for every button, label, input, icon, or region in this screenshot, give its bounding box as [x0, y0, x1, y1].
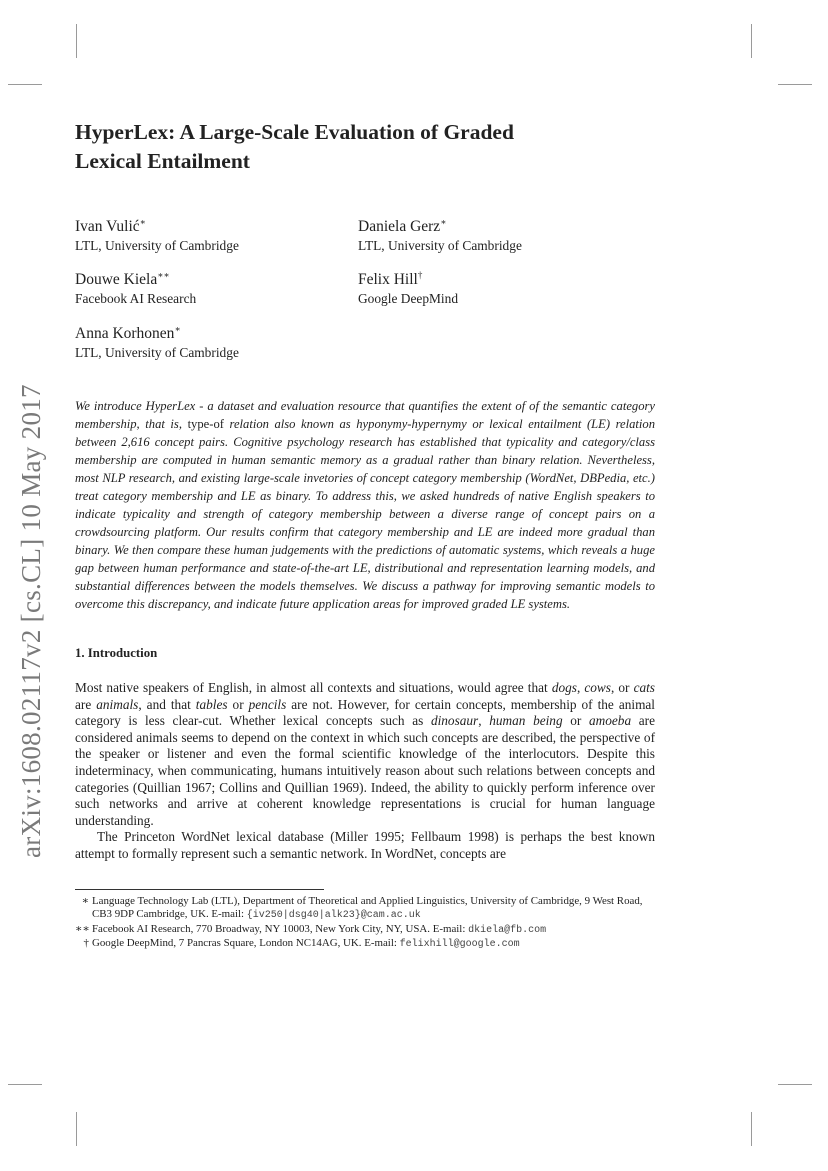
arxiv-identifier: arXiv:1608.02117v2 [cs.CL] 10 May 2017 [16, 384, 46, 858]
author-block [75, 212, 335, 255]
footnote: ∗∗ Facebook AI Research, 770 Broadway, NY 10003, New York City, NY, USA. E-mail: dkiela@fb.com [75, 922, 547, 936]
author-affiliation: Google DeepMind [358, 291, 459, 306]
email-address: felixhill@google.com [399, 939, 520, 951]
author-name: Ivan Vulić∗ [75, 217, 146, 235]
crop-mark [76, 24, 77, 58]
footnote-mark: † [83, 937, 89, 950]
footnote-rule [75, 889, 324, 890]
crop-mark [8, 1084, 42, 1085]
crop-mark [778, 84, 812, 85]
author-name: Douwe Kiela∗∗ [75, 270, 170, 288]
abstract: We introduce HyperLex - a dataset and evaluation resource that quantifies the extent of of the semantic category membership, that is, type-of relation also known as hyponymy-hypernymy or lexical entailment (LE) relation between 2,616 concept pairs. Cognitive psychology research has established that typicality and category/class membership are computed in human semantic memory as a gradual rather than binary relation. Nevertheless, most NLP research, and existing large-scale invetories of concept category membership (WordNet, DBPedia, etc.) treat category membership and LE as binary. To address this, we asked hundreds of native English speakers to indicate typicality and strength of category membership between a diverse range of concept pairs on a crowdsourcing platform. Our results confirm that category membership and LE are indeed more gradual than binary. We then compare these human judgements with the predictions of automatic systems, which reveals a huge gap between human performance and state-of-the-art LE, distributional and representation learning models, and substantial differences between the models themselves. We discuss a pathway for improving semantic models to overcome this discrepancy, and indicate future application areas for improved graded LE systems. [75, 399, 656, 611]
crop-mark [751, 1112, 752, 1146]
author-block [358, 265, 618, 308]
body-text [75, 680, 655, 863]
author-affiliation: LTL, University of Cambridge [75, 238, 239, 253]
author-mark: ∗ [139, 217, 146, 227]
author-affiliation: Facebook AI Research [75, 291, 197, 306]
footnotes [75, 895, 655, 952]
author-mark: ∗∗ [157, 270, 170, 280]
author-block [75, 265, 335, 308]
crop-mark [76, 1112, 77, 1146]
footnote: † Google DeepMind, 7 Pancras Square, London NC14AG, UK. E-mail: felixhill@google.com [75, 937, 655, 951]
author-affiliation: LTL, University of Cambridge [75, 345, 239, 360]
author-block [358, 212, 618, 255]
author-block [75, 319, 335, 362]
author-affiliation: LTL, University of Cambridge [358, 238, 522, 253]
email-address: dkiela@fb.com [468, 924, 547, 936]
author-mark: ∗ [440, 217, 447, 227]
author-name: Daniela Gerz∗ [358, 217, 447, 235]
crop-mark [8, 84, 42, 85]
footnote-mark: ∗∗ [75, 922, 90, 935]
email-address: {iv250|dsg40|alk23}@cam.ac.uk [246, 910, 421, 922]
author-mark: ∗ [174, 324, 181, 334]
section-heading: 1. Introduction [75, 646, 158, 660]
title-line-2: Lexical Entailment [75, 149, 250, 173]
author-name: Felix Hill† [358, 270, 423, 288]
footnote-mark: ∗ [81, 895, 89, 907]
crop-mark [778, 1084, 812, 1085]
crop-mark [751, 24, 752, 58]
author-name: Anna Korhonen∗ [75, 324, 181, 342]
paper-title [75, 118, 635, 176]
title-line-1: HyperLex: A Large-Scale Evaluation of Graded [75, 120, 514, 144]
paragraph: Most native speakers of English, in almost all contexts and situations, would agree that dogs, cows, or cats are animals, and that tables or pencils are not. However, for certain concepts, membership of the animal category is less clear-cut. Whether lexical concepts such as dinosaur, human being or amoeba are considered animals seems to depend on the context in which such concepts are described, the perspective of the speaker or listener and even the formal scientific knowledge of the interlocutors. Despite this indeterminacy, when communicating, humans intuitively reason about such relations between concepts and categories (Quillian 1967; Collins and Quillian 1969). Indeed, the ability to quickly perform inference over such networks and arrive at coherent knowledge representations is crucial for human language understanding. [75, 680, 656, 828]
author-mark: † [417, 270, 423, 280]
abstract-upright-term: type-of [187, 417, 224, 431]
paragraph: The Princeton WordNet lexical database (Miller 1995; Fellbaum 1998) is perhaps the best known attempt to formally represent such a semantic network. In WordNet, concepts are [75, 829, 655, 861]
footnote: ∗ Language Technology Lab (LTL), Department of Theoretical and Applied Linguistics, University of Cambridge, 9 West Road, CB3 9DP Cambridge, UK. E-mail: {iv250|dsg40|alk23}@cam.ac.uk [75, 895, 655, 923]
